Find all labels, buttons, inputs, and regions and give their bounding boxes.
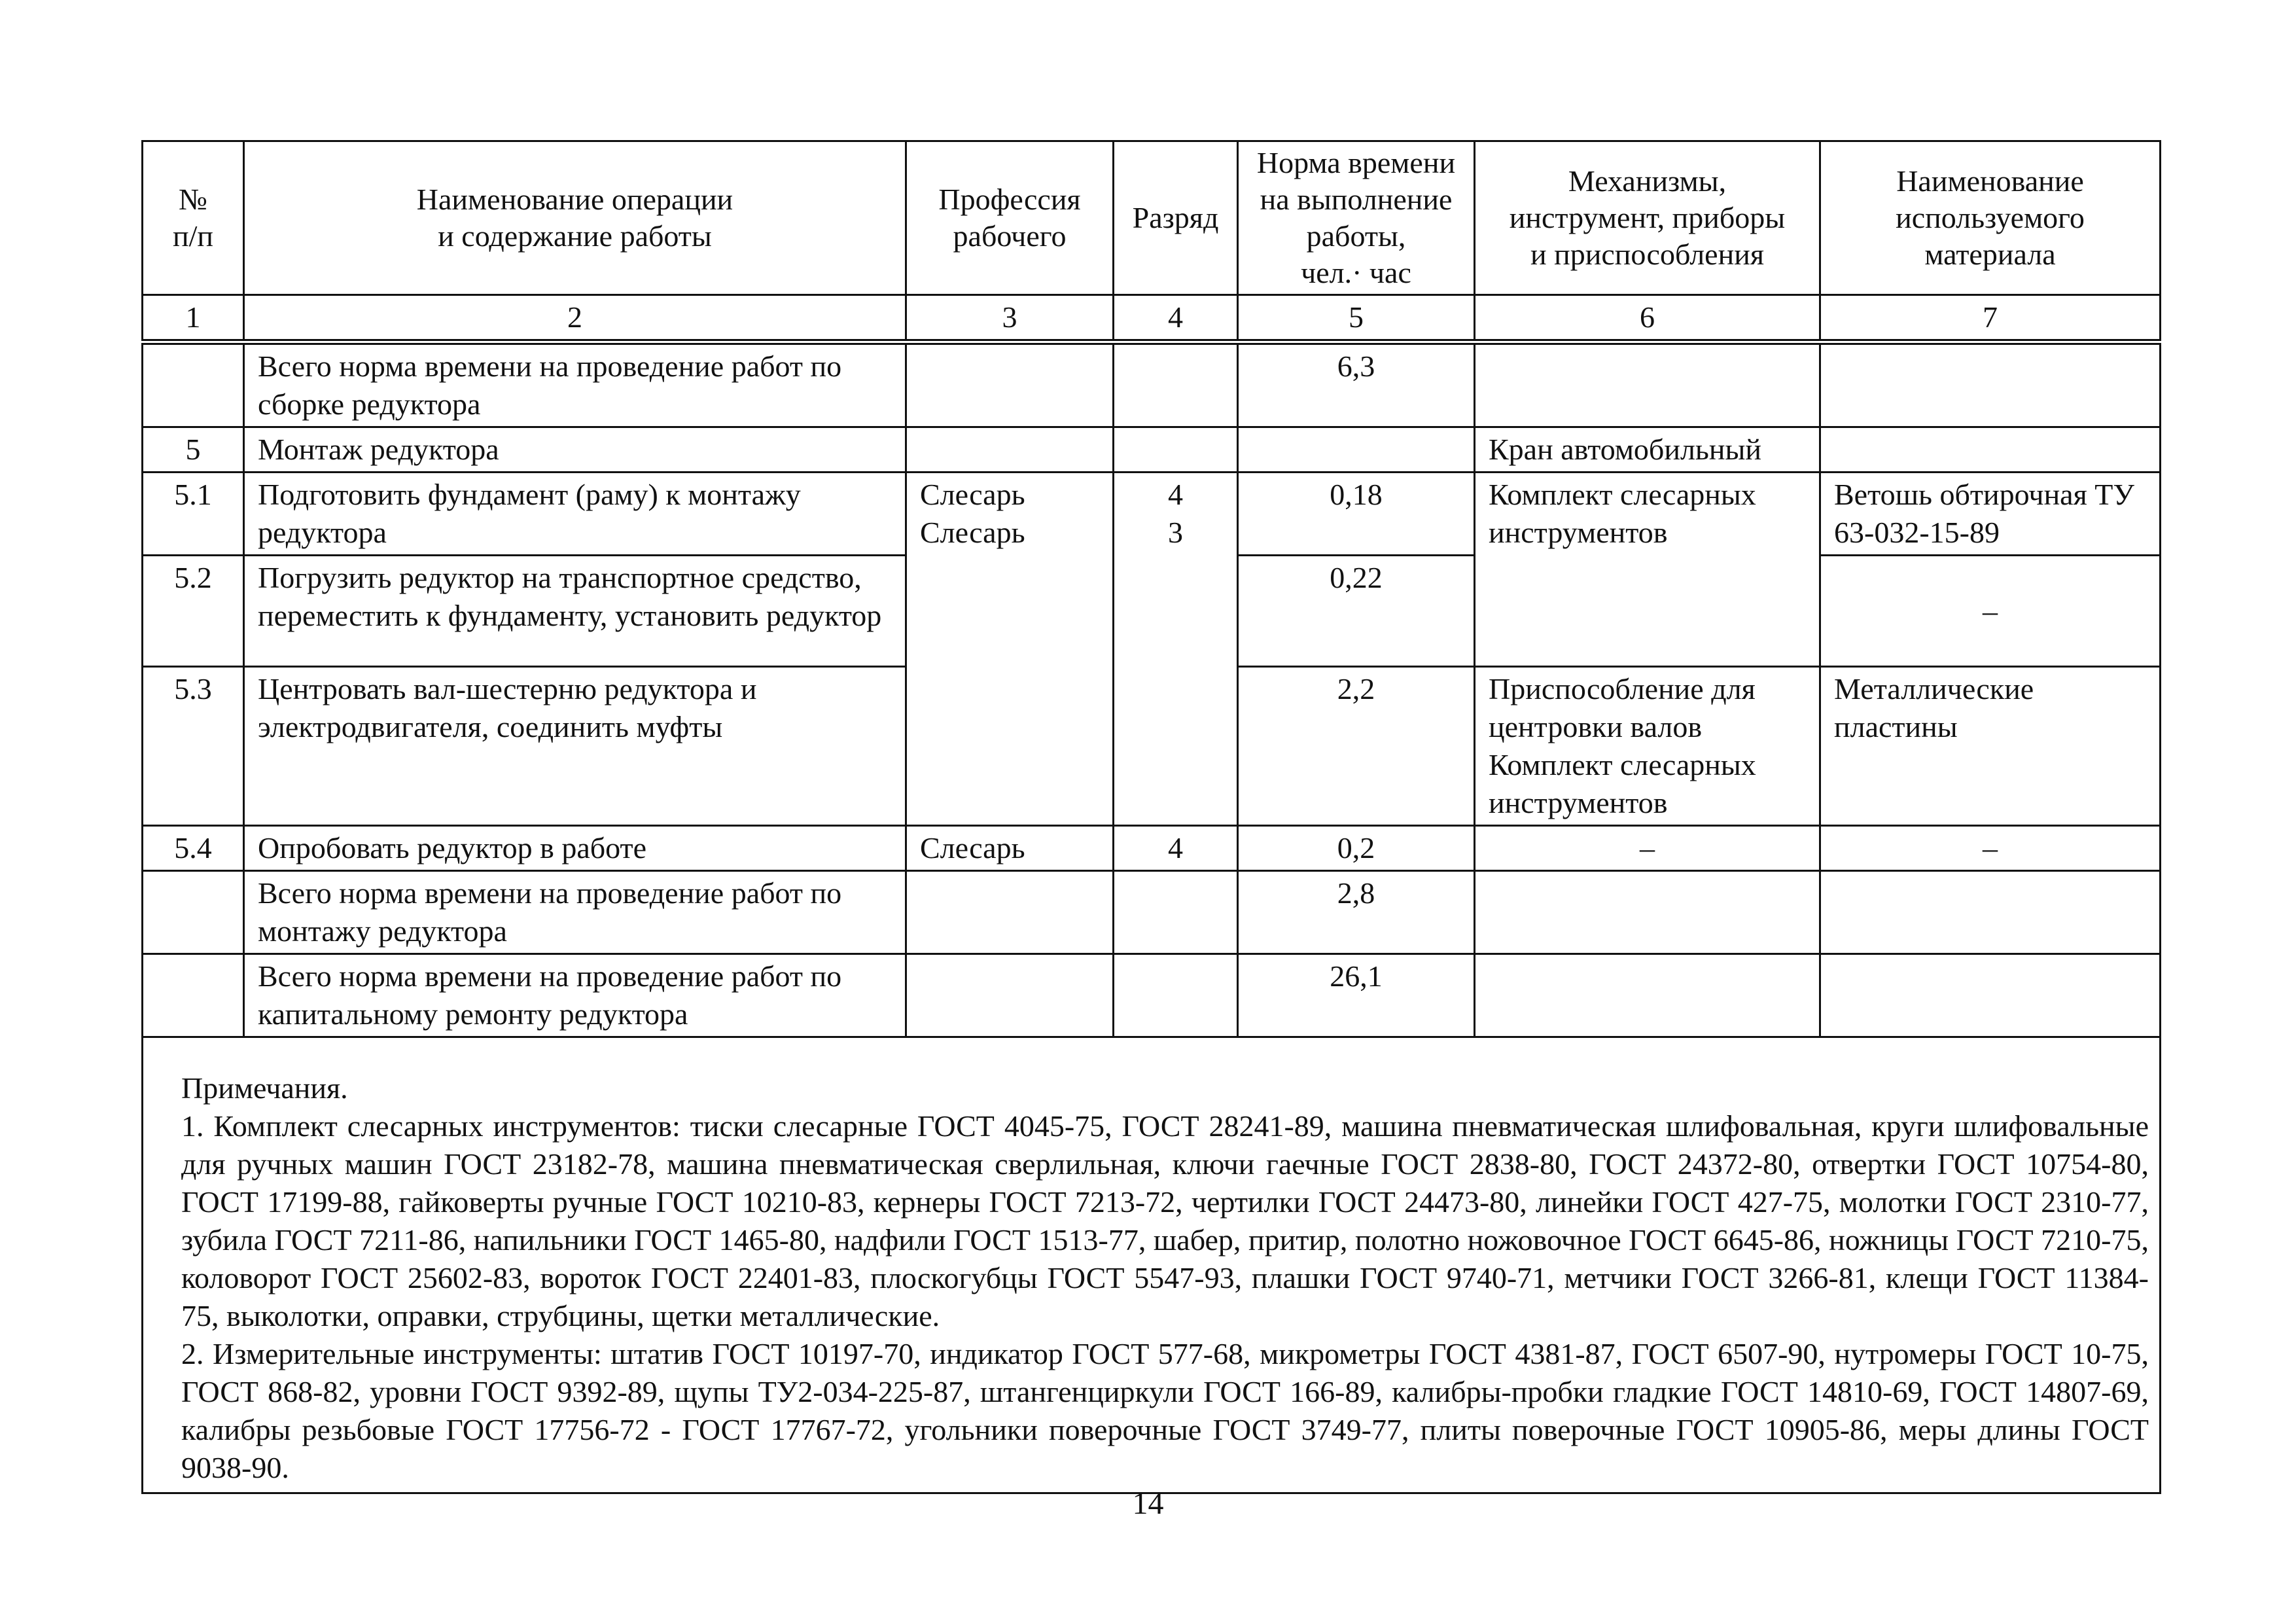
header-profession: Профессия рабочего [906, 141, 1114, 295]
header-tools: Механизмы, инструмент, приборы и приспособления [1475, 141, 1820, 295]
row-number: 5.1 [143, 473, 244, 556]
row-profession [906, 342, 1114, 427]
row-tools: Приспособление для центровки валов Комплект слесарных инструментов [1475, 667, 1820, 826]
row-number [143, 871, 244, 954]
row-time-norm [1238, 427, 1475, 473]
row-material [1820, 342, 2161, 427]
row-material: – [1820, 826, 2161, 871]
row-grade [1114, 871, 1238, 954]
notes-title: Примечания. [181, 1071, 348, 1105]
row-material: Ветошь обтирочная ТУ 63-032-15-89 [1820, 473, 2161, 556]
column-number: 4 [1114, 295, 1238, 342]
row-time-norm: 0,18 [1238, 473, 1475, 556]
column-number: 5 [1238, 295, 1475, 342]
row-number [143, 342, 244, 427]
row-profession [906, 427, 1114, 473]
table-row [143, 427, 2161, 473]
grade-value: 4 [1168, 478, 1183, 511]
row-number: 5 [143, 427, 244, 473]
row-grade: 4 [1114, 826, 1238, 871]
row-grade [1114, 473, 1238, 826]
column-number-row [143, 295, 2161, 342]
row-operation: Подготовить фундамент (раму) к монтажу редуктора [244, 473, 906, 556]
profession-value: Слесарь [920, 478, 1025, 511]
note-item: 1. Комплект слесарных инструментов: тиски слесарные ГОСТ 4045-75, ГОСТ 28241-89, машина пневматическая шлифовальная, круги шлифовальные для ручных машин ГОСТ 23182-78, машина пневматическая сверлильная, ключи гаечные ГОСТ 2838-80, ГОСТ 24372-80, отвертки ГОСТ 10754-80, ГОСТ 17199-88, гайковерты ручные ГОСТ 10210-83, кернеры ГОСТ 7213-72, чертилки ГОСТ 24473-80, линейки ГОСТ 427-75, молотки ГОСТ 2310-77, зубила ГОСТ 7211-86, напильники ГОСТ 1465-80, надфили ГОСТ 1513-77, шабер, притир, полотно ножовочное ГОСТ 6645-86, ножницы ГОСТ 7210-75, коловорот ГОСТ 25602-83, вороток ГОСТ 22401-83, плоскогубцы ГОСТ 5547-93, плашки ГОСТ 9740-71, метчики ГОСТ 3266-81, клещи ГОСТ 11384-75, выколотки, оправки, струбцины, щетки металлические. [181, 1109, 2149, 1332]
row-tools [1475, 342, 1820, 427]
row-tools: Кран автомобильный [1475, 427, 1820, 473]
profession-value: Слесарь [920, 516, 1025, 549]
row-profession: Слесарь [906, 826, 1114, 871]
table-row [143, 954, 2161, 1037]
header-material: Наименование используемого материала [1820, 141, 2161, 295]
row-tools [1475, 954, 1820, 1037]
row-number: 5.2 [143, 556, 244, 667]
row-material [1820, 871, 2161, 954]
row-time-norm: 2,8 [1238, 871, 1475, 954]
row-profession [906, 473, 1114, 826]
column-number: 3 [906, 295, 1114, 342]
notes-block [143, 1037, 2161, 1493]
notes-row [143, 1037, 2161, 1493]
row-material [1820, 427, 2161, 473]
row-tools: Комплект слесарных инструментов [1475, 473, 1820, 667]
row-operation: Центровать вал-шестерню редуктора и электродвигателя, соединить муфты [244, 667, 906, 826]
row-operation: Монтаж редуктора [244, 427, 906, 473]
row-material: – [1820, 556, 2161, 667]
row-tools [1475, 871, 1820, 954]
row-time-norm: 26,1 [1238, 954, 1475, 1037]
row-operation: Всего норма времени на проведение работ по монтажу редуктора [244, 871, 906, 954]
row-operation: Погрузить редуктор на транспортное средство, переместить к фундаменту, установить редуктор [244, 556, 906, 667]
column-number: 2 [244, 295, 906, 342]
table-header-row [143, 141, 2161, 295]
header-time-norm: Норма времени на выполнение работы, чел.· час [1238, 141, 1475, 295]
row-operation: Опробовать редуктор в работе [244, 826, 906, 871]
header-number: № п/п [143, 141, 244, 295]
table-row [143, 342, 2161, 427]
row-time-norm: 6,3 [1238, 342, 1475, 427]
table-row [143, 473, 2161, 556]
grade-value: 3 [1168, 516, 1183, 549]
column-number: 6 [1475, 295, 1820, 342]
row-grade [1114, 427, 1238, 473]
table-row [143, 826, 2161, 871]
row-time-norm: 0,22 [1238, 556, 1475, 667]
row-time-norm: 0,2 [1238, 826, 1475, 871]
row-profession [906, 954, 1114, 1037]
row-grade [1114, 342, 1238, 427]
row-number: 5.3 [143, 667, 244, 826]
row-number: 5.4 [143, 826, 244, 871]
row-profession [906, 871, 1114, 954]
row-operation: Всего норма времени на проведение работ по капитальному ремонту редуктора [244, 954, 906, 1037]
row-material [1820, 954, 2161, 1037]
row-grade [1114, 954, 1238, 1037]
header-operation: Наименование операции и содержание работы [244, 141, 906, 295]
column-number: 7 [1820, 295, 2161, 342]
header-grade: Разряд [1114, 141, 1238, 295]
row-tools: – [1475, 826, 1820, 871]
operations-table [141, 140, 2161, 1494]
note-item: 2. Измерительные инструменты: штатив ГОСТ 10197-70, индикатор ГОСТ 577-68, микрометры ГОСТ 4381-87, ГОСТ 6507-90, нутромеры ГОСТ 10-75, ГОСТ 868-82, уровни ГОСТ 9392-89, щупы ТУ2-034-225-87, штангенциркули ГОСТ 166-89, калибры-пробки гладкие ГОСТ 14810-69, ГОСТ 14807-69, калибры резьбовые ГОСТ 17756-72 - ГОСТ 17767-72, угольники поверочные ГОСТ 3749-77, плиты поверочные ГОСТ 10905-86, меры длины ГОСТ 9038-90. [181, 1337, 2149, 1484]
row-material: Металлические пластины [1820, 667, 2161, 826]
page-number: 14 [1132, 1486, 1164, 1521]
row-operation: Всего норма времени на проведение работ по сборке редуктора [244, 342, 906, 427]
row-time-norm: 2,2 [1238, 667, 1475, 826]
table-row [143, 871, 2161, 954]
column-number: 1 [143, 295, 244, 342]
row-number [143, 954, 244, 1037]
